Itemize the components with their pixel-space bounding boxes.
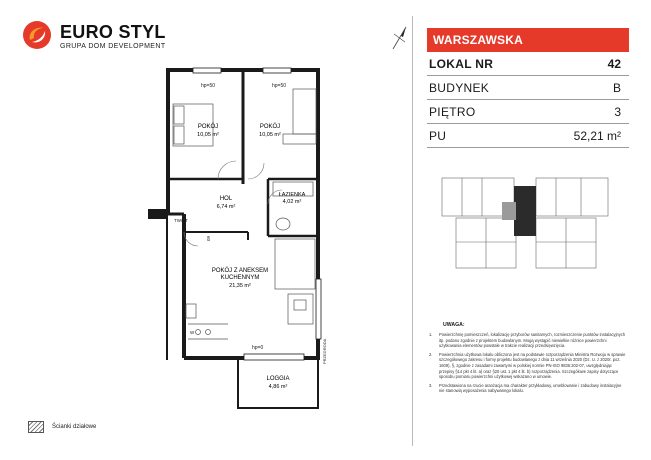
brand-name: EURO STYL bbox=[60, 22, 166, 42]
note-number: 3. bbox=[429, 382, 433, 388]
investment-name: WARSZAWSKA bbox=[427, 28, 629, 52]
note-item bbox=[429, 352, 627, 380]
room-area: 10,05 m² bbox=[197, 132, 219, 138]
tag-side: PRZEGRODA bbox=[322, 338, 327, 364]
note-text: Powierzchnia użytkowa lokalu obliczona jest na podstawie rozporządzenia Ministra Rozwoju w sprawie szczegółowego zakresu i formy projektu budowlanego z dnia 11 września 2020 (Dz. U. z 2020r. poz. 1609), §, zgodnie z zasadami zawartymi w polskiej normie PN-ISO 9836:202-07, uwzględniając przepisy §14 pkt 4 lit. a) oraz §20 ust. 1 pkt 4 lit. b) rozporządzenia. Szczegółowe zapisy dotyczące sposobu pomiaru powierzchni użytkowej wskazano w umowie. bbox=[439, 351, 626, 380]
brand-tagline: GRUPA DOM DEVELOPMENT bbox=[60, 43, 166, 50]
room-name: POKÓJ bbox=[259, 124, 281, 130]
euro-styl-logo-icon bbox=[22, 20, 52, 50]
note-item bbox=[429, 332, 627, 349]
tag-door: TW/TT bbox=[174, 218, 188, 223]
tag-duct: 60 bbox=[206, 236, 211, 242]
info-label: BUDYNEK bbox=[429, 80, 490, 95]
room-name: ŁAZIENKA bbox=[278, 192, 306, 198]
note-item bbox=[429, 383, 627, 394]
room-area: 4,02 m² bbox=[282, 199, 302, 205]
notes-section bbox=[429, 322, 627, 397]
info-label: LOKAL NR bbox=[429, 56, 494, 71]
info-value: 52,21 m² bbox=[573, 128, 621, 143]
room-area: 21,35 m² bbox=[229, 283, 251, 289]
building-key-plan bbox=[436, 176, 616, 276]
floor-plan bbox=[148, 64, 338, 410]
north-arrow-icon bbox=[388, 24, 412, 52]
room-name: KUCHENNYM bbox=[220, 275, 260, 281]
info-label: PU bbox=[429, 128, 447, 143]
info-value: 42 bbox=[607, 56, 621, 71]
windows bbox=[193, 68, 321, 360]
info-value: 3 bbox=[614, 104, 621, 119]
info-row-unit bbox=[427, 52, 629, 76]
legend-label: Ścianki działowe bbox=[52, 424, 97, 430]
legend bbox=[28, 421, 96, 433]
info-row-building bbox=[427, 76, 629, 100]
note-number: 1. bbox=[429, 332, 433, 337]
tag-hp-3: hp=0 bbox=[252, 345, 264, 351]
room-name: HOL bbox=[219, 196, 233, 202]
unit-info-panel bbox=[427, 28, 629, 148]
room-area: 10,05 m² bbox=[259, 132, 281, 138]
info-row-floor bbox=[427, 100, 629, 124]
tag-hp-1: hp=50 bbox=[201, 83, 216, 89]
note-text: Powierzchnię pomieszczeń, lokalizację przyborów sanitarnych, rozmieszczenie punktów instalacyjnych itp. podano zgodnie z projektem budowlanym. Mogą wystąpić niewielkie różnice powierzchni użytkowania elementów powstałe w trakcie realizacji przedsięwzięcia. bbox=[439, 332, 626, 349]
info-label: PIĘTRO bbox=[429, 104, 476, 119]
room-area: 6,74 m² bbox=[216, 204, 236, 210]
info-value: B bbox=[612, 80, 621, 95]
note-text: Przedstawiona na rzucie aranżacja ma charakter przykładowy, umeblowanie i zabudowy instalacyjne nie stanowią wyposażenia nabywanego lokalu. bbox=[439, 382, 622, 394]
brand-logo bbox=[22, 20, 172, 60]
room-area: 4,86 m² bbox=[268, 384, 288, 390]
tag-hp-2: hp=50 bbox=[272, 83, 287, 89]
room-name: LOGGIA bbox=[266, 376, 290, 382]
tag-riser: W bbox=[190, 330, 195, 335]
note-number: 2. bbox=[429, 351, 433, 357]
divider bbox=[412, 16, 413, 446]
room-name: POKÓJ bbox=[197, 124, 219, 130]
notes-title: UWAGA: bbox=[443, 322, 465, 328]
info-row-area bbox=[427, 124, 629, 148]
partition-wall-swatch bbox=[28, 421, 44, 433]
room-name: POKÓJ Z ANEKSEM bbox=[211, 268, 269, 274]
